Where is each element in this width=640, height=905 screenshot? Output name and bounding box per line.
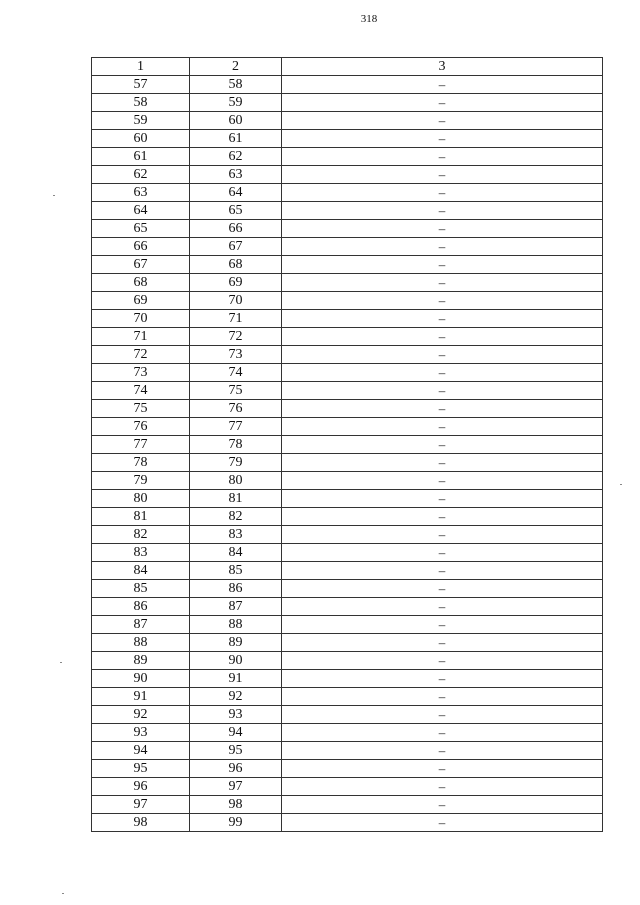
table-row bbox=[92, 814, 603, 832]
table-cell-col-1: 70 bbox=[92, 310, 190, 328]
table-cell-col-1: 68 bbox=[92, 274, 190, 292]
table-row bbox=[92, 436, 603, 454]
table-row bbox=[92, 94, 603, 112]
table-cell-col-1: 92 bbox=[92, 706, 190, 724]
table-cell-col-3: – bbox=[282, 724, 603, 742]
data-table bbox=[91, 57, 603, 832]
table-cell-col-1: 57 bbox=[92, 76, 190, 94]
table-cell-col-2: 89 bbox=[190, 634, 282, 652]
table-cell-col-1: 63 bbox=[92, 184, 190, 202]
table-cell-col-2: 78 bbox=[190, 436, 282, 454]
table-cell-col-3: – bbox=[282, 364, 603, 382]
table-row bbox=[92, 526, 603, 544]
table-cell-col-2: 77 bbox=[190, 418, 282, 436]
table-row bbox=[92, 256, 603, 274]
column-header-1: 1 bbox=[92, 58, 190, 76]
table-cell-col-1: 85 bbox=[92, 580, 190, 598]
table-cell-col-3: – bbox=[282, 616, 603, 634]
table-cell-col-3: – bbox=[282, 238, 603, 256]
table-row bbox=[92, 688, 603, 706]
table-cell-col-2: 84 bbox=[190, 544, 282, 562]
table-cell-col-2: 58 bbox=[190, 76, 282, 94]
table-row bbox=[92, 508, 603, 526]
table-cell-col-2: 98 bbox=[190, 796, 282, 814]
table-cell-col-2: 82 bbox=[190, 508, 282, 526]
table-cell-col-1: 81 bbox=[92, 508, 190, 526]
table-cell-col-1: 94 bbox=[92, 742, 190, 760]
table-row bbox=[92, 616, 603, 634]
table-cell-col-2: 85 bbox=[190, 562, 282, 580]
table-cell-col-3: – bbox=[282, 580, 603, 598]
scan-speck bbox=[53, 195, 55, 196]
table-row bbox=[92, 634, 603, 652]
table-cell-col-3: – bbox=[282, 94, 603, 112]
table-cell-col-2: 72 bbox=[190, 328, 282, 346]
table-row bbox=[92, 598, 603, 616]
table-row bbox=[92, 652, 603, 670]
table-cell-col-2: 70 bbox=[190, 292, 282, 310]
table-row bbox=[92, 580, 603, 598]
table-cell-col-1: 79 bbox=[92, 472, 190, 490]
table-row bbox=[92, 274, 603, 292]
table-cell-col-3: – bbox=[282, 652, 603, 670]
table-cell-col-1: 75 bbox=[92, 400, 190, 418]
table-cell-col-3: – bbox=[282, 508, 603, 526]
table-cell-col-3: – bbox=[282, 562, 603, 580]
table-cell-col-2: 60 bbox=[190, 112, 282, 130]
table-row bbox=[92, 418, 603, 436]
table-cell-col-2: 94 bbox=[190, 724, 282, 742]
table-cell-col-1: 97 bbox=[92, 796, 190, 814]
table-cell-col-2: 64 bbox=[190, 184, 282, 202]
table-cell-col-1: 84 bbox=[92, 562, 190, 580]
table-cell-col-3: – bbox=[282, 472, 603, 490]
table-row bbox=[92, 184, 603, 202]
table-cell-col-3: – bbox=[282, 310, 603, 328]
table-cell-col-3: – bbox=[282, 346, 603, 364]
page-number: 318 bbox=[360, 13, 378, 25]
scan-speck bbox=[620, 484, 622, 485]
table-cell-col-1: 82 bbox=[92, 526, 190, 544]
table-row bbox=[92, 364, 603, 382]
table-cell-col-2: 86 bbox=[190, 580, 282, 598]
table-cell-col-3: – bbox=[282, 418, 603, 436]
table-cell-col-1: 72 bbox=[92, 346, 190, 364]
table-cell-col-3: – bbox=[282, 184, 603, 202]
table-cell-col-1: 71 bbox=[92, 328, 190, 346]
table-row bbox=[92, 400, 603, 418]
table-cell-col-3: – bbox=[282, 598, 603, 616]
table-row bbox=[92, 130, 603, 148]
table-cell-col-2: 79 bbox=[190, 454, 282, 472]
table-cell-col-3: – bbox=[282, 706, 603, 724]
table-cell-col-2: 68 bbox=[190, 256, 282, 274]
table-cell-col-3: – bbox=[282, 778, 603, 796]
table-row bbox=[92, 778, 603, 796]
table-cell-col-1: 74 bbox=[92, 382, 190, 400]
table-cell-col-2: 61 bbox=[190, 130, 282, 148]
table-cell-col-1: 89 bbox=[92, 652, 190, 670]
table-row bbox=[92, 670, 603, 688]
table-cell-col-1: 59 bbox=[92, 112, 190, 130]
table-cell-col-2: 81 bbox=[190, 490, 282, 508]
table-cell-col-3: – bbox=[282, 742, 603, 760]
table-cell-col-1: 77 bbox=[92, 436, 190, 454]
table-cell-col-2: 87 bbox=[190, 598, 282, 616]
table-cell-col-1: 80 bbox=[92, 490, 190, 508]
table-row bbox=[92, 76, 603, 94]
table-cell-col-2: 74 bbox=[190, 364, 282, 382]
table-cell-col-1: 60 bbox=[92, 130, 190, 148]
table-row bbox=[92, 544, 603, 562]
table-row bbox=[92, 220, 603, 238]
table-cell-col-2: 96 bbox=[190, 760, 282, 778]
table-cell-col-3: – bbox=[282, 220, 603, 238]
table-cell-col-2: 80 bbox=[190, 472, 282, 490]
table-row bbox=[92, 706, 603, 724]
table-cell-col-3: – bbox=[282, 256, 603, 274]
table-cell-col-2: 92 bbox=[190, 688, 282, 706]
table-cell-col-1: 95 bbox=[92, 760, 190, 778]
table-cell-col-2: 62 bbox=[190, 148, 282, 166]
table-row bbox=[92, 454, 603, 472]
table-cell-col-2: 66 bbox=[190, 220, 282, 238]
table-body bbox=[92, 76, 603, 832]
table-cell-col-2: 91 bbox=[190, 670, 282, 688]
table-cell-col-3: – bbox=[282, 400, 603, 418]
table-cell-col-3: – bbox=[282, 796, 603, 814]
table-cell-col-1: 93 bbox=[92, 724, 190, 742]
table-cell-col-1: 76 bbox=[92, 418, 190, 436]
table-cell-col-1: 64 bbox=[92, 202, 190, 220]
table-cell-col-1: 96 bbox=[92, 778, 190, 796]
table-cell-col-1: 90 bbox=[92, 670, 190, 688]
table-cell-col-1: 91 bbox=[92, 688, 190, 706]
table-cell-col-1: 58 bbox=[92, 94, 190, 112]
table-row bbox=[92, 202, 603, 220]
table-cell-col-3: – bbox=[282, 76, 603, 94]
column-header-3: 3 bbox=[282, 58, 603, 76]
table-cell-col-3: – bbox=[282, 634, 603, 652]
table-cell-col-3: – bbox=[282, 328, 603, 346]
table-header-row bbox=[92, 58, 603, 76]
table-cell-col-2: 75 bbox=[190, 382, 282, 400]
table-cell-col-1: 86 bbox=[92, 598, 190, 616]
table-row bbox=[92, 328, 603, 346]
table-cell-col-2: 69 bbox=[190, 274, 282, 292]
table-row bbox=[92, 148, 603, 166]
table-row bbox=[92, 238, 603, 256]
table-row bbox=[92, 472, 603, 490]
table-cell-col-3: – bbox=[282, 436, 603, 454]
table-cell-col-3: – bbox=[282, 490, 603, 508]
table-row bbox=[92, 490, 603, 508]
table-cell-col-2: 63 bbox=[190, 166, 282, 184]
table-row bbox=[92, 760, 603, 778]
table-cell-col-3: – bbox=[282, 202, 603, 220]
table-row bbox=[92, 562, 603, 580]
table-row bbox=[92, 742, 603, 760]
table-cell-col-2: 67 bbox=[190, 238, 282, 256]
table-cell-col-3: – bbox=[282, 148, 603, 166]
table-cell-col-1: 88 bbox=[92, 634, 190, 652]
table-cell-col-2: 83 bbox=[190, 526, 282, 544]
table-row bbox=[92, 166, 603, 184]
table-row bbox=[92, 112, 603, 130]
table-cell-col-1: 66 bbox=[92, 238, 190, 256]
table-cell-col-3: – bbox=[282, 544, 603, 562]
table-cell-col-2: 88 bbox=[190, 616, 282, 634]
scan-speck bbox=[62, 893, 64, 894]
table-cell-col-3: – bbox=[282, 292, 603, 310]
table-cell-col-2: 73 bbox=[190, 346, 282, 364]
table-cell-col-3: – bbox=[282, 760, 603, 778]
table-row bbox=[92, 346, 603, 364]
table-cell-col-3: – bbox=[282, 130, 603, 148]
table-cell-col-3: – bbox=[282, 166, 603, 184]
table-cell-col-3: – bbox=[282, 526, 603, 544]
table-cell-col-1: 78 bbox=[92, 454, 190, 472]
table-cell-col-1: 67 bbox=[92, 256, 190, 274]
table-cell-col-3: – bbox=[282, 274, 603, 292]
table-row bbox=[92, 292, 603, 310]
table-row bbox=[92, 796, 603, 814]
table-cell-col-1: 65 bbox=[92, 220, 190, 238]
table-cell-col-1: 98 bbox=[92, 814, 190, 832]
table-cell-col-3: – bbox=[282, 670, 603, 688]
table-cell-col-3: – bbox=[282, 382, 603, 400]
table-cell-col-3: – bbox=[282, 454, 603, 472]
table-cell-col-2: 95 bbox=[190, 742, 282, 760]
table-cell-col-3: – bbox=[282, 112, 603, 130]
table-cell-col-2: 65 bbox=[190, 202, 282, 220]
table-cell-col-1: 61 bbox=[92, 148, 190, 166]
table-cell-col-2: 76 bbox=[190, 400, 282, 418]
table-cell-col-2: 90 bbox=[190, 652, 282, 670]
table-cell-col-2: 71 bbox=[190, 310, 282, 328]
scan-speck bbox=[60, 662, 62, 663]
table-cell-col-2: 99 bbox=[190, 814, 282, 832]
table-row bbox=[92, 382, 603, 400]
column-header-2: 2 bbox=[190, 58, 282, 76]
table-row bbox=[92, 310, 603, 328]
table-cell-col-2: 93 bbox=[190, 706, 282, 724]
table-cell-col-1: 73 bbox=[92, 364, 190, 382]
table-cell-col-1: 69 bbox=[92, 292, 190, 310]
table-cell-col-3: – bbox=[282, 814, 603, 832]
table-cell-col-1: 87 bbox=[92, 616, 190, 634]
table-cell-col-3: – bbox=[282, 688, 603, 706]
table-cell-col-2: 97 bbox=[190, 778, 282, 796]
table-cell-col-1: 83 bbox=[92, 544, 190, 562]
table-cell-col-1: 62 bbox=[92, 166, 190, 184]
table-row bbox=[92, 724, 603, 742]
table-cell-col-2: 59 bbox=[190, 94, 282, 112]
